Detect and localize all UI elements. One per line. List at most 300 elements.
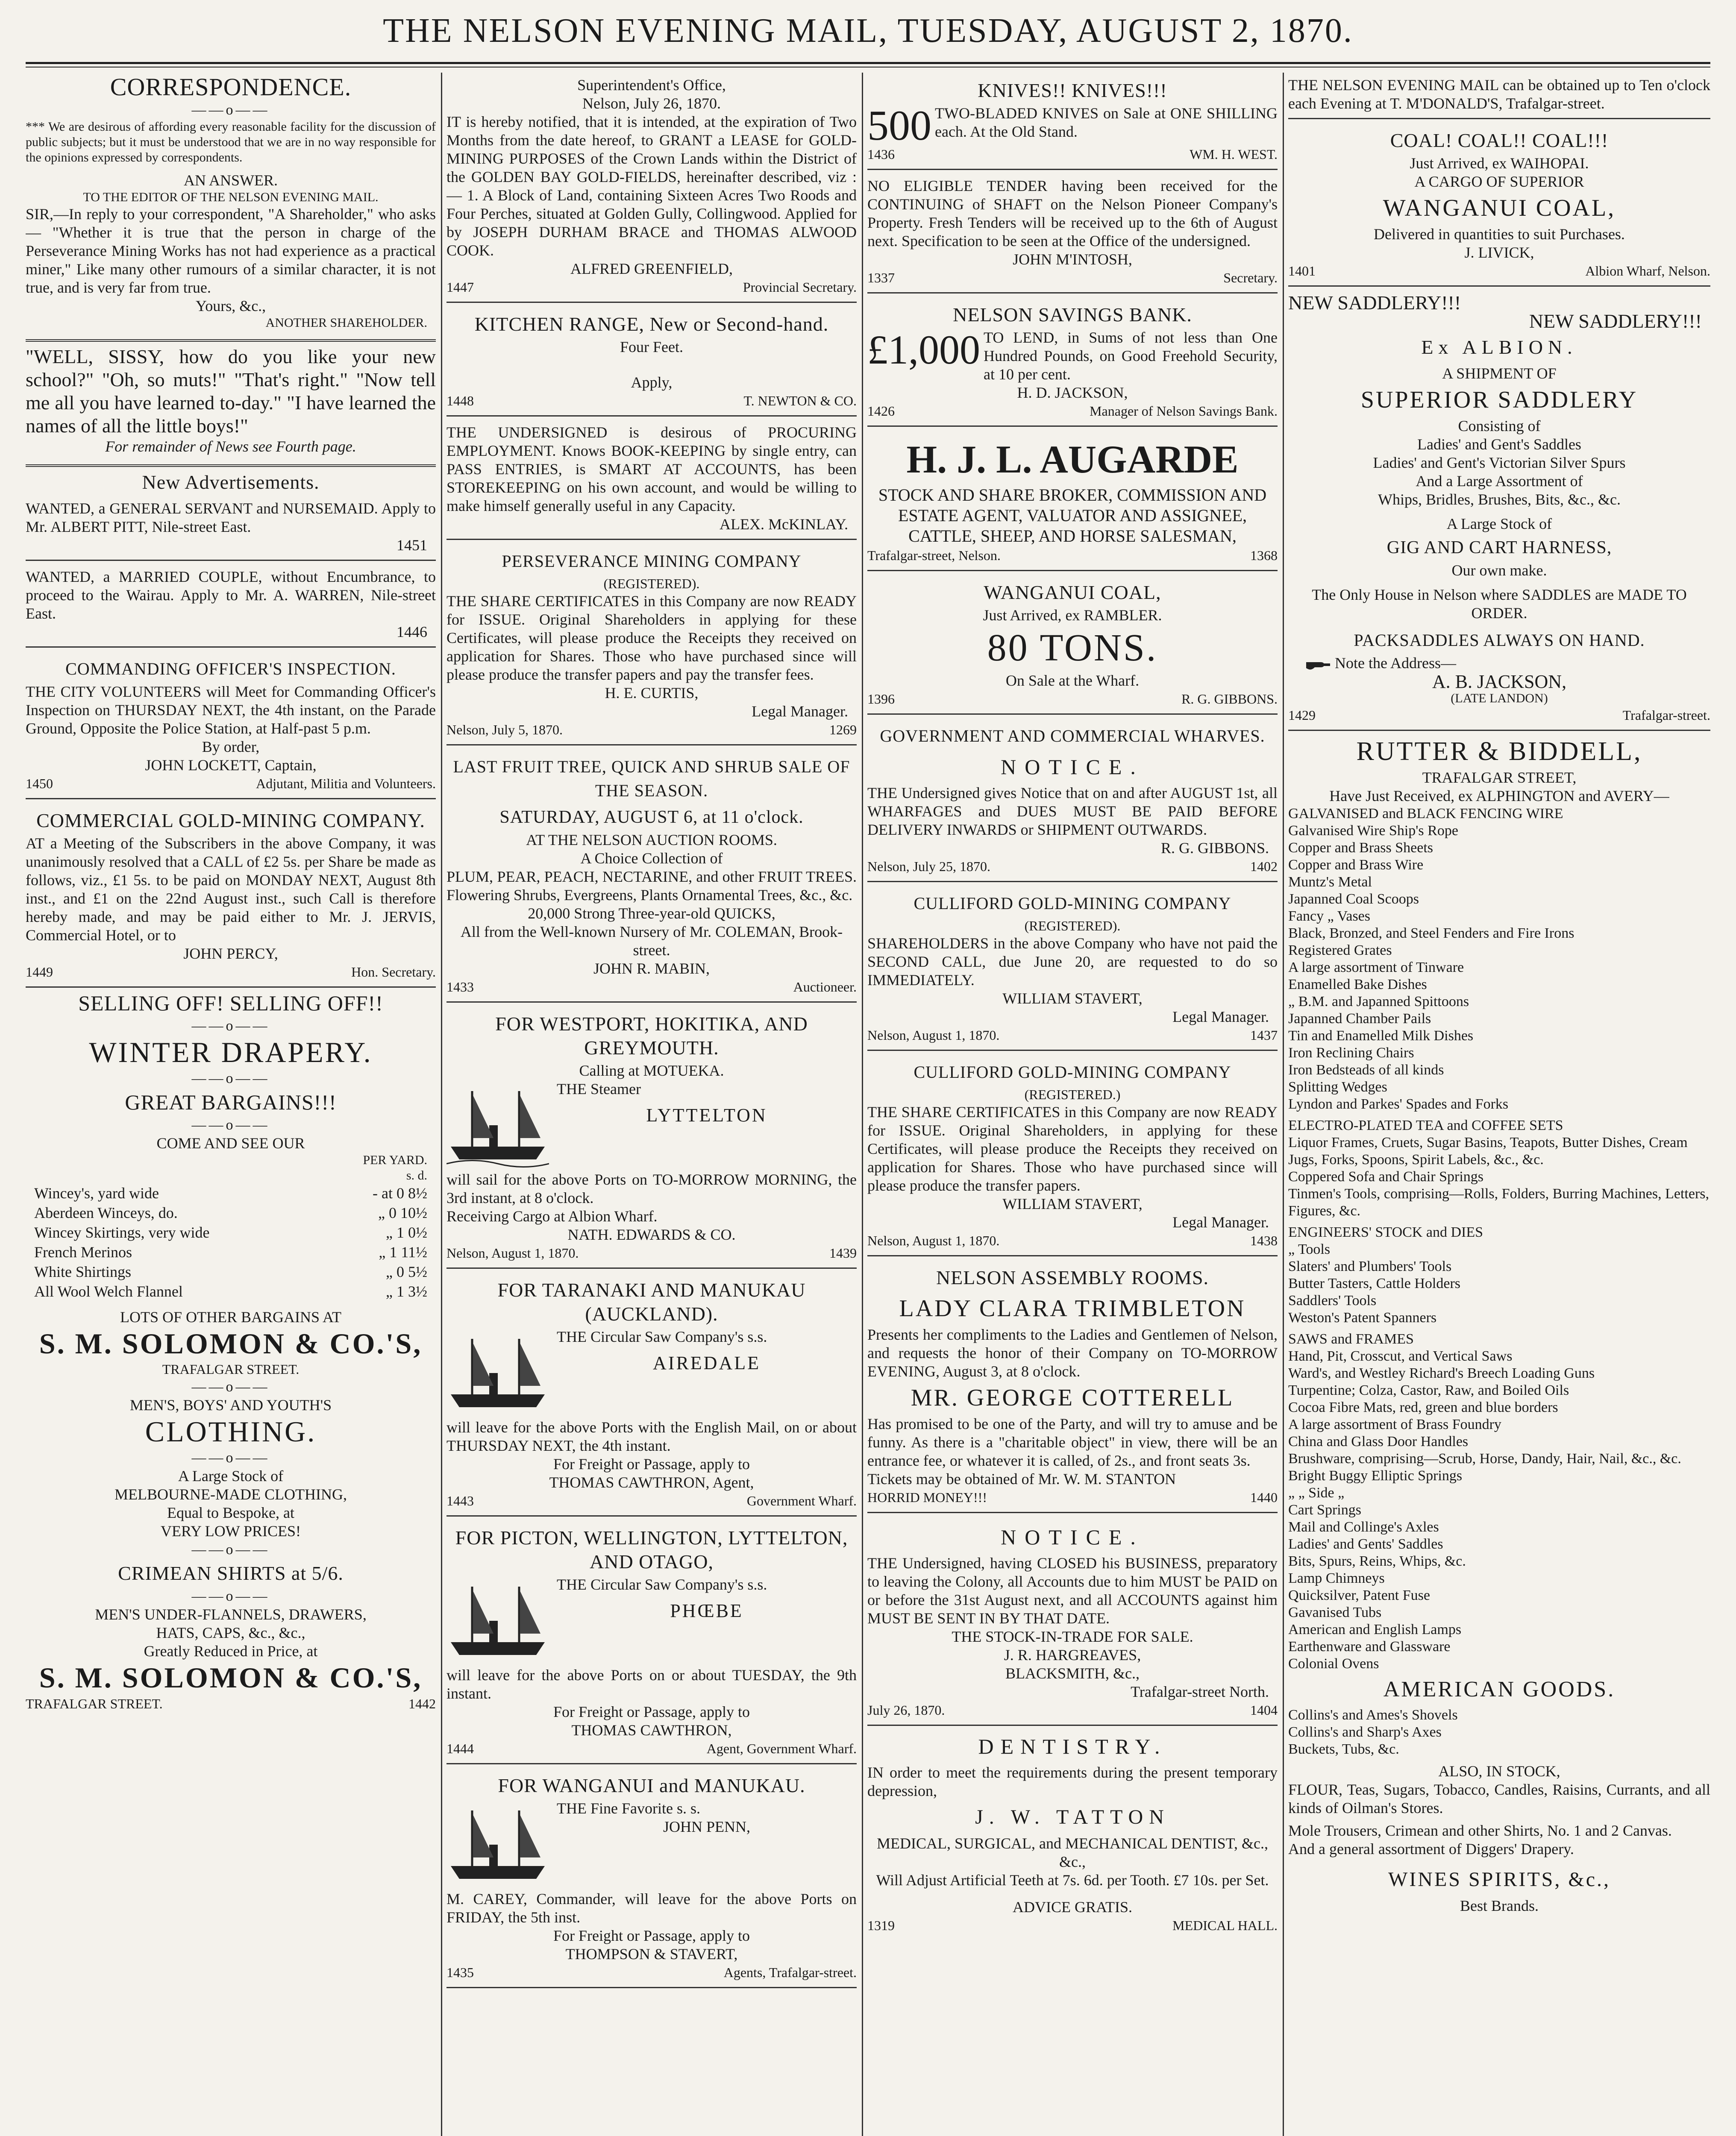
remainder-note: For remainder of News see Fourth page. [105,438,356,455]
rutter-received: Have Just Received, ex ALPHINGTON and AVERY— [1329,787,1669,804]
coal-sale: On Sale at the Wharf. [1005,672,1140,689]
persev-reg: (REGISTERED). [603,576,700,591]
per-yard: PER YARD. [363,1153,427,1167]
ad-number: 1396 [867,691,895,707]
list-item: „ Tools [1288,1241,1331,1257]
savings-amount: £1,000 [867,327,980,373]
answer-to: TO THE EDITOR OF THE NELSON EVENING MAIL. [83,190,379,204]
medical-hall: MEDICAL HALL. [1172,1918,1278,1933]
list-item: Black, Bronzed, and Steel Fenders and Fire Irons [1288,925,1574,941]
own-make: Our own make. [1451,562,1547,579]
ad-number: 1404 [1250,1702,1278,1718]
assembly-head: NELSON ASSEMBLY ROOMS. [936,1267,1209,1288]
list-item: „ B.M. and Japanned Spittoons [1288,994,1469,1009]
augarde-address: Trafalgar-street, Nelson. [867,548,1001,563]
culliford-date: Nelson, August 1, 1870. [867,1233,1000,1248]
clothing: CLOTHING. [145,1415,317,1448]
savings-head: NELSON SAVINGS BANK. [953,304,1192,326]
under-flannels: MEN'S UNDER-FLANNELS, DRAWERS, [95,1606,367,1623]
culliford-signature-2: Legal Manager. [1172,1214,1269,1231]
column-2 [446,73,857,2136]
fruit-signature-2: Auctioneer. [793,979,857,995]
list-item: Japanned Coal Scoops [1288,891,1419,907]
selling-off: SELLING OFF! SELLING OFF!! [78,991,383,1015]
taranaki-ship: AIREDALE [653,1353,761,1373]
ad-number: 1448 [446,393,474,408]
inspection-signature: JOHN LOCKETT, Captain, [145,757,317,774]
fruit-quicks: 20,000 Strong Three-year-old QUICKS, [528,905,775,922]
fruit-choice: A Choice Collection of [580,850,723,867]
gold-signature: JOHN PERCY, [183,945,278,962]
american-items [1288,1707,1710,1758]
persev-date: Nelson, July 5, 1870. [446,722,563,737]
wanganui-head: FOR WANGANUI and MANUKAU. [498,1775,805,1796]
mens-clothing: MEN'S, BOYS' AND YOUTH'S [129,1397,332,1414]
ad-number: 1436 [867,147,895,162]
persev-body: THE SHARE CERTIFICATES in this Company are now READY for ISSUE. Original Shareholders in applying for these Certificates, will please produce the Receipts they received on application for Shares. Those who have purchased since will please produce the transfer papers and pay the transfer fees. [446,593,857,683]
list-item: Ward's, and Westley Richard's Breech Loading Guns [1288,1365,1595,1381]
augarde-body: STOCK AND SHARE BROKER, COMMISSION AND ESTATE AGENT, VALUATOR AND ASSIGNEE, CATTLE, SHEEP, AND HORSE SALESMAN, [878,485,1267,546]
office-date: Nelson, July 26, 1870. [582,95,721,112]
steamship-icon [446,1578,549,1664]
list-item: Tin and Enamelled Milk Dishes [1288,1028,1474,1044]
list-item: A large assortment of Tinware [1288,959,1464,975]
ornament: ——o—— [191,1071,270,1086]
taranaki-body: will leave for the above Ports with the English Mail, on or about THURSDAY NEXT, the 4th instant. [446,1419,857,1454]
ad-number: 1442 [408,1696,436,1711]
answer-body: SIR,—In reply to your correspondent, "A Shareholder," who asks— "Whether it is true that the person in charge of the Perseverance Mining Works has not had experience as a practical miner," Like many other rumours of a similar character, it is not true, and is very far from true. [26,205,436,296]
dentistry-body: IN order to meet the requirements during the present temporary depression, [867,1764,1278,1799]
range-apply: Apply, [631,374,673,391]
list-item: Earthenware and Glassware [1288,1639,1451,1655]
list-item: Copper and Brass Wire [1288,857,1424,873]
ad-number: 1444 [446,1741,474,1756]
ornament: ——o—— [191,1542,270,1558]
culliford-head: CULLIFORD GOLD-MINING COMPANY [914,1062,1231,1082]
knives-big-number: 500 [867,102,931,149]
ad-number: 1451 [397,537,427,554]
book-body: THE UNDERSIGNED is desirous of PROCURING EMPLOYMENT. Knows BOOK-KEEPING by single entry, can PASS ENTRIES, is SMART AT ACCOUNTS, has been STOREKEEPING on his own account, and would be willing to make himself generally useful in any Capacity. [446,424,857,514]
list-item: Cocoa Fibre Mats, red, green and blue borders [1288,1400,1558,1415]
wanganui-body: M. CAREY, Commander, will leave for the above Ports on FRIDAY, the 5th inst. [446,1890,857,1926]
low-prices: VERY LOW PRICES! [160,1523,301,1540]
horrid-money: HORRID MONEY!!! [867,1490,987,1505]
crimean-shirts: CRIMEAN SHIRTS at 5/6. [118,1562,344,1584]
also-in-stock: ALSO, IN STOCK, [1438,1763,1560,1780]
westport-steamer: THE Steamer [557,1080,641,1097]
ad-number: 1429 [1288,707,1316,723]
knives-signature: WM. H. WEST. [1190,147,1278,162]
ad-number: 1449 [26,964,53,980]
ad-number: 1402 [1250,859,1278,874]
coal-head: COAL! COAL!! COAL!!! [1390,129,1609,151]
ex-albion: Ex ALBION. [1421,336,1577,358]
fruit-body: PLUM, PEAR, PEACH, NECTARINE, and other FRUIT TREES. Flowering Shrubs, Evergreens, Plants Ornamental Trees, &c., &c. [446,868,857,904]
ad-number: 1439 [829,1245,857,1261]
price-row: Aberdeen Winceys, do. „ 0 10½ [34,1204,427,1221]
inspection-head: COMMANDING OFFICER'S INSPECTION. [65,659,396,678]
taranaki-signature-2: Government Wharf. [746,1493,857,1508]
price-row: White Shirtings „ 0 5½ [34,1263,427,1280]
closed-signature: J. R. HARGREAVES, [1004,1646,1141,1664]
wanganui-apply: For Freight or Passage, apply to [553,1927,750,1944]
culliford-reg: (REGISTERED). [1024,918,1121,933]
list-item: Japanned Chamber Pails [1288,1011,1431,1027]
saddles: Ladies' and Gent's Saddles [1417,436,1581,453]
savings-signature: H. D. JACKSON, [1017,384,1128,401]
steamship-icon [446,1330,549,1416]
assortment: And a Large Assortment of [1416,472,1583,490]
ornament: ——o—— [191,1018,270,1034]
dentistry-body-3: Will Adjust Artificial Teeth at 7s. 6d. per Tooth. £7 10s. per Set. [876,1872,1269,1889]
consisting: Consisting of [1458,417,1541,434]
ornament: ——o—— [191,1588,270,1604]
general-assortment: And a general assortment of Diggers' Drapery. [1288,1840,1574,1857]
dentistry-body-2: MEDICAL, SURGICAL, and MECHANICAL DENTIST, &c., &c., [877,1835,1268,1870]
gig-harness: GIG AND CART HARNESS, [1386,538,1612,557]
list-item: Quicksilver, Patent Fuse [1288,1587,1430,1603]
whips: Whips, Bridles, Brushes, Bits, &c., &c. [1378,491,1621,508]
price-row: Wincey's, yard wide - at 0 8½ [34,1185,427,1202]
coal-tons: 80 TONS. [987,627,1158,669]
list-item: Collins's and Ames's Shovels [1288,1707,1458,1723]
picton-ship: PHŒBE [670,1600,743,1621]
ad-number: 1368 [1250,548,1278,563]
gold-body: AT a Meeting of the Subscribers in the above Company, it was unanimously resolved that a CALL of £2 5s. per Share be made as follows, viz., £1 5s. to be paid on MONDAY NEXT, August 8th inst., and £1 on the 22nd August inst., such Call is therefore hereby made, and may be paid either to Mr. J. JERVIS, Commercial Hotel, or to [26,835,436,944]
winter-drapery: WINTER DRAPERY. [89,1036,373,1068]
pointing-hand-icon [1305,658,1331,672]
closed-date: July 26, 1870. [867,1702,945,1718]
ornament: ——o—— [191,102,270,118]
culliford-date: Nelson, August 1, 1870. [867,1027,1000,1043]
notice-head: NOTICE. [1001,755,1144,779]
picton-signature: THOMAS CAWTHRON, [571,1722,732,1739]
lease-body: IT is hereby notified, that it is intended, at the expiration of Two Months from the date hereof, to GRANT a LEASE for GOLD-MINING PURPOSES of the Crown Lands within the District of the GOLDEN BAY GOLD-FIELDS, hereinafter described, viz :— 1. A Block of Land, containing Sixteen Acres Two Roods and Four Perches, situated at Golden Gully, Collingwood. Applied for by JOSEPH DURHAM BRACE and THOMAS ALWOOD COOK. [446,113,857,259]
best-brands: Best Brands. [1460,1897,1539,1914]
mole-trousers: Mole Trousers, Crimean and other Shirts, No. 1 and 2 Canvas. [1288,1822,1672,1839]
list-item: Collins's and Sharp's Axes [1288,1724,1442,1740]
solomon: S. M. SOLOMON & CO.'S, [39,1327,423,1360]
steamship-icon [446,1802,549,1887]
trafalgar: TRAFALGAR STREET. [26,1696,163,1711]
ad-number: 1446 [397,623,427,640]
westport-signature: NATH. EDWARDS & CO. [567,1226,736,1243]
lady-name: LADY CLARA TRIMBLETON [899,1295,1246,1322]
column-rule [441,73,442,2136]
westport-date: Nelson, August 1, 1870. [446,1245,579,1261]
list-item: Galvanised Wire Ship's Rope [1288,823,1458,839]
flour: FLOUR, Teas, Sugars, Tobacco, Candles, Raisins, Currants, and all kinds of Oilman's Stores. [1288,1781,1710,1816]
wharves-signature: R. G. GIBBONS. [1160,839,1269,857]
ad-servant: WANTED, a GENERAL SERVANT and NURSEMAID. Apply to Mr. ALBERT PITT, Nile-street East. [26,500,436,535]
correspondence-title: CORRESPONDENCE. [110,73,352,101]
list-item: Copper and Brass Sheets [1288,840,1433,856]
list-item: Hand, Pit, Crosscut, and Vertical Saws [1288,1348,1513,1364]
range-feet: Four Feet. [620,338,683,355]
ad-number: 1438 [1250,1233,1278,1248]
great-bargains: GREAT BARGAINS!!! [125,1090,337,1114]
price-list [26,1183,436,1301]
list-item: A large assortment of Brass Foundry [1288,1417,1501,1432]
wharves-date: Nelson, July 25, 1870. [867,859,990,874]
ad-number: 1319 [867,1918,895,1933]
answer-signature: ANOTHER SHAREHOLDER. [265,316,427,330]
list-item: Liquor Frames, Cruets, Sugar Basins, Teapots, Butter Dishes, Cream Jugs, Forks, Spoons, Spirit Labels, &c., &c. [1288,1135,1688,1168]
fruit-date: SATURDAY, AUGUST 6, at 11 o'clock. [499,807,804,827]
masthead: THE NELSON EVENING MAIL, TUESDAY, AUGUST 2, 1870. [383,12,1353,50]
fruit-head: LAST FRUIT TREE, QUICK AND SHRUB SALE OF THE SEASON. [453,757,850,800]
stock-in-trade: THE STOCK-IN-TRADE FOR SALE. [952,1628,1193,1645]
ad-number: 1401 [1288,263,1316,279]
picton-intro: THE Circular Saw Company's s.s. [557,1576,767,1593]
picton-head: FOR PICTON, WELLINGTON, LYTTELTON, AND OTAGO, [455,1527,848,1573]
ad-number: 1443 [446,1493,474,1508]
list-item: Brushware, comprising—Scrub, Horse, Dandy, Hair, Nail, &c., &c. [1288,1451,1681,1467]
list-item: Buckets, Tubs, &c. [1288,1741,1399,1757]
answer-yours: Yours, &c., [195,297,266,314]
ad-number: 1433 [446,979,474,995]
solomon: S. M. SOLOMON & CO.'S, [39,1661,423,1694]
only-house: The Only House in Nelson where SADDLES are MADE TO ORDER. [1312,586,1687,622]
ad-number: 1447 [446,279,474,295]
tatton-name: J. W. TATTON [975,1806,1170,1828]
disclaimer: *** We are desirous of affording every reasonable facility for the discussion of public subjects; but it must be understood that we are in no way responsible for the opinions expressed by correspondents. [26,120,436,164]
rutter-items [1288,805,1710,1672]
ad-number: 1437 [1250,1027,1278,1043]
column-4 [1288,73,1710,2136]
saddlery-head-2: NEW SADDLERY!!! [1529,310,1702,332]
wharves-body: THE Undersigned gives Notice that on and after AUGUST 1st, all WHARFAGES and DUES MUST BE PAID BEFORE DELIVERY INWARDS or SHIPMENT OUTWARDS. [867,784,1278,838]
range-head: KITCHEN RANGE, New or Second-hand. [474,313,829,335]
coal-arrived: Just Arrived, ex WAIHOPAI. [1410,155,1589,172]
note-address: Note the Address— [1335,654,1456,672]
coal-delivered: Delivered in quantities to suit Purchases. [1374,226,1625,243]
fruit-signature: JOHN R. MABIN, [593,960,710,977]
list-item: Colonial Ovens [1288,1656,1379,1672]
list-item: Lamp Chimneys [1288,1570,1385,1586]
coal-cargo: A CARGO OF SUPERIOR [1414,173,1584,190]
gold-signature-2: Hon. Secretary. [351,964,436,980]
persev-head: PERSEVERANCE MINING COMPANY [502,552,802,571]
wanganui-signature-2: Agents, Trafalgar-street. [723,1965,857,1980]
list-item: Bright Buggy Elliptic Springs [1288,1468,1463,1484]
list-item: American and English Lamps [1288,1622,1462,1637]
large-stock: A Large Stock of [178,1467,284,1485]
list-item: SAWS and FRAMES [1288,1331,1414,1347]
list-item: Mail and Collinge's Axles [1288,1519,1439,1535]
knives-head: KNIVES!! KNIVES!!! [978,79,1167,101]
packsaddles: PACKSADDLES ALWAYS ON HAND. [1354,631,1645,650]
tender-signature: JOHN M'INTOSH, [1013,251,1132,268]
list-item: Tinmen's Tools, comprising—Rolls, Folders, Burring Machines, Letters, Figures, &c. [1288,1186,1710,1219]
tickets: Tickets may be obtained of Mr. W. M. STANTON [867,1470,1176,1488]
rutter-biddell: RUTTER & BIDDELL, [1356,737,1642,766]
wharves-head: GOVERNMENT AND COMMERCIAL WHARVES. [880,726,1265,745]
coal-signature: J. LIVICK, [1464,244,1534,261]
culliford-body: SHAREHOLDERS in the above Company who have not paid the SECOND CALL, due June 20, are requested to do so IMMEDIATELY. [867,935,1278,989]
saddlery-head: NEW SADDLERY!!! [1288,292,1461,314]
list-item: Gavanised Tubs [1288,1605,1382,1620]
westport-head: FOR WESTPORT, HOKITIKA, AND GREYMOUTH. [495,1013,808,1059]
westport-ship: LYTTELTON [646,1105,767,1126]
ad-number: 1426 [867,403,895,419]
american-goods: AMERICAN GOODS. [1383,1677,1616,1702]
inspection-body: THE CITY VOLUNTEERS will Meet for Commanding Officer's Inspection on THURSDAY NEXT, the 4th instant, on the Parade Ground, Opposite the Police Station, at Half-past 5 p.m. [26,683,436,737]
culliford-signature-2: Legal Manager. [1172,1008,1269,1025]
come-and-see: COME AND SEE OUR [156,1135,305,1152]
sissy-text: "WELL, SISSY, how do you like your new school?" "Oh, so muts!" "That's right." "Now tell me all you have learned to-day." "I have learned the names of all the little boys!" [26,346,436,437]
victorian-spurs: Ladies' and Gent's Victorian Silver Spurs [1373,454,1626,471]
list-item: Iron Reclining Chairs [1288,1045,1414,1061]
column-3 [867,73,1278,2136]
mail-notice: THE NELSON EVENING MAIL can be obtained up to Ten o'clock each Evening at T. M'DONALD'S, Trafalgar-street. [1288,76,1710,112]
ad-number: 1450 [26,776,53,791]
masthead-rule [26,62,1710,67]
culliford-body: THE SHARE CERTIFICATES in this Company are now READY for ISSUE. Original Shareholders, in applying for these Certificates, will please produce the Receipts they received on application for Shares. Those who have purchased since will please produce the transfer papers. [867,1103,1278,1194]
jackson-address: Trafalgar-street. [1622,707,1710,723]
hats-caps: HATS, CAPS, &c., &c., [156,1624,305,1641]
lots-other: LOTS OF OTHER BARGAINS AT [120,1309,342,1326]
lady-body: Presents her compliments to the Ladies and Gentlemen of Nelson, and requests the honor of their Company on TO-MORROW EVENING, August 3, at 8 o'clock. [867,1326,1278,1380]
equal-bespoke: Equal to Bespoke, at [167,1504,294,1521]
fruit-nursery: All from the Well-known Nursery of Mr. COLEMAN, Brook-street. [460,923,843,959]
list-item: Slaters' and Plumbers' Tools [1288,1259,1452,1274]
coal-signature: R. G. GIBBONS. [1181,691,1278,707]
knives-body: TWO-BLADED KNIVES on Sale at ONE SHILLING each. At the Old Stand. [935,105,1278,140]
ad-number: 1269 [829,722,857,737]
persev-signature: H. E. CURTIS, [605,684,699,701]
book-signature: ALEX. McKINLAY. [720,516,848,533]
cotterell-name: MR. GEORGE COTTERELL [911,1385,1234,1411]
taranaki-apply: For Freight or Passage, apply to [553,1455,750,1473]
ornament: ——o—— [191,1450,270,1466]
taranaki-head: FOR TARANAKI AND MANUKAU (AUCKLAND). [497,1279,806,1325]
notice-head: NOTICE. [1001,1525,1144,1549]
culliford-reg: (REGISTERED.) [1024,1087,1121,1102]
ad-number: 1435 [446,1965,474,1980]
shillings-pence: s. d. [406,1168,427,1182]
culliford-head: CULLIFORD GOLD-MINING COMPANY [914,894,1231,913]
price-row: All Wool Welch Flannel „ 1 3½ [34,1283,427,1300]
closed-signature-2: BLACKSMITH, &c., [1005,1665,1140,1682]
augarde-name: H. J. L. AUGARDE [906,437,1239,481]
steamship-icon [446,1083,549,1168]
list-item: Coppered Sofa and Chair Springs [1288,1169,1484,1185]
list-item: Splitting Wedges [1288,1079,1387,1095]
tender-body: NO ELIGIBLE TENDER having been received for the CONTINUING of SHAFT on the Nelson Pioneer Company's Property. Fresh Tenders will be received up to the 6th of August next. Specification to be seen at the Office of the undersigned. [867,177,1278,249]
tender-signature-2: Secretary. [1223,270,1278,285]
ad-number: 1440 [1250,1490,1278,1505]
taranaki-signature: THOMAS CAWTHRON, Agent, [549,1474,754,1491]
wines-spirits: WINES SPIRITS, &c., [1388,1868,1610,1891]
range-signature: T. NEWTON & CO. [743,393,857,408]
dentistry-head: DENTISTRY. [978,1734,1167,1758]
greatly-reduced: Greatly Reduced in Price, at [144,1643,318,1660]
picton-body: will leave for the above Ports on or about TUESDAY, the 9th instant. [446,1667,857,1702]
inspection-signature-2: Adjutant, Militia and Volunteers. [256,776,436,791]
advice-gratis: ADVICE GRATIS. [1012,1898,1132,1916]
lease-signature: ALFRED GREENFIELD, [570,260,733,277]
large-stock: A Large Stock of [1446,515,1552,532]
late-landon: (LATE LANDON) [1451,691,1548,705]
closed-signature-3: Trafalgar-street North. [1131,1683,1269,1700]
list-item: Lyndon and Parkes' Spades and Forks [1288,1096,1509,1112]
column-rule [862,73,863,2136]
westport-cargo: Receiving Cargo at Albion Wharf. [446,1208,658,1225]
list-item: Bits, Spurs, Reins, Whips, &c. [1288,1553,1466,1569]
westport-calling: Calling at MOTUEKA. [579,1062,724,1079]
list-item: ENGINEERS' STOCK and DIES [1288,1224,1483,1240]
jackson-name: A. B. JACKSON, [1432,671,1567,692]
melbourne: MELBOURNE-MADE CLOTHING, [115,1486,347,1503]
rutter-street: TRAFALGAR STREET, [1422,769,1577,786]
ad-number: 1337 [867,270,895,285]
superior-saddlery: SUPERIOR SADDLERY [1360,387,1638,413]
list-item: Registered Grates [1288,942,1392,958]
list-item: Turpentine; Colza, Castor, Raw, and Boiled Oils [1288,1382,1569,1398]
list-item: Butter Tasters, Cattle Holders [1288,1276,1461,1291]
ornament: ——o—— [191,1117,270,1133]
list-item: Cart Springs [1288,1502,1361,1518]
wanganui-intro: THE Fine Favorite s. s. [557,1800,700,1817]
new-ads-head: New Advertisements. [142,471,320,493]
ad-couple: WANTED, a MARRIED COUPLE, without Encumbrance, to proceed to the Wairau. Apply to Mr. A. WARREN, Nile-street East. [26,568,436,622]
picton-apply: For Freight or Passage, apply to [553,1703,750,1720]
coal-signature-2: Albion Wharf, Nelson. [1585,263,1710,279]
list-item: Iron Bedsteads of all kinds [1288,1062,1444,1078]
column-1 [26,73,436,2136]
savings-body: TO LEND, in Sums of not less than One Hundred Pounds, on Good Freehold Security, at 10 per cent. [984,329,1278,383]
persev-signature-2: Legal Manager. [752,703,848,720]
answer-head: AN ANSWER. [183,172,278,189]
list-item: Ladies' and Gents' Saddles [1288,1536,1443,1552]
wanganui-ship: JOHN PENN, [663,1818,750,1835]
ornament: ——o—— [191,1379,270,1395]
lease-signature-2: Provincial Secretary. [743,279,857,295]
savings-signature-2: Manager of Nelson Savings Bank. [1090,403,1278,419]
trafalgar: TRAFALGAR STREET. [162,1361,300,1377]
list-item: ELECTRO-PLATED TEA and COFFEE SETS [1288,1118,1563,1133]
coal-arrived: Just Arrived, ex RAMBLER. [983,607,1162,624]
price-row: Wincey Skirtings, very wide „ 1 0½ [34,1224,427,1241]
culliford-signature: WILLIAM STAVERT, [1002,1195,1143,1212]
list-item: Enamelled Bake Dishes [1288,977,1427,992]
inspection-by: By order, [202,738,260,755]
cotterell-body: Has promised to be one of the Party, and will try to amuse and be funny. As there is a "charitable object" in view, there will be an entrance fee, or whatever it is called, of 2s., and front seats 3s. [867,1415,1278,1469]
wanganui-signature: THOMPSON & STAVERT, [565,1945,738,1963]
office: Superintendent's Office, [577,76,726,94]
coal-head: WANGANUI COAL, [984,581,1161,603]
picton-signature-2: Agent, Government Wharf. [706,1741,857,1756]
closed-body: THE Undersigned, having CLOSED his BUSINESS, preparatory to leaving the Colony, all Accounts due to him MUST be PAID on or before the 31st August next, and all ACCOUNTS against him MUST BE SENT IN BY THAT DATE. [867,1555,1278,1627]
price-row: French Merinos „ 1 11½ [34,1244,427,1261]
gold-head: COMMERCIAL GOLD-MINING COMPANY. [36,810,425,831]
list-item: „ „ Side „ [1288,1485,1345,1501]
list-item: Weston's Patent Spanners [1288,1310,1437,1326]
culliford-signature: WILLIAM STAVERT, [1002,990,1143,1007]
coal-wanganui: WANGANUI COAL, [1383,195,1616,221]
list-item: Saddlers' Tools [1288,1293,1377,1309]
list-item: Fancy „ Vases [1288,908,1370,924]
list-item: China and Glass Door Handles [1288,1434,1469,1449]
taranaki-intro: THE Circular Saw Company's s.s. [557,1328,767,1345]
column-rule [1283,73,1284,2136]
list-item: GALVANISED and BLACK FENCING WIRE [1288,806,1563,822]
westport-body: will sail for the above Ports on TO-MORROW MORNING, the 3rd instant, at 8 o'clock. [446,1171,857,1206]
list-item: Muntz's Metal [1288,874,1372,890]
fruit-at: AT THE NELSON AUCTION ROOMS. [526,831,777,848]
shipment: A SHIPMENT OF [1442,365,1557,382]
